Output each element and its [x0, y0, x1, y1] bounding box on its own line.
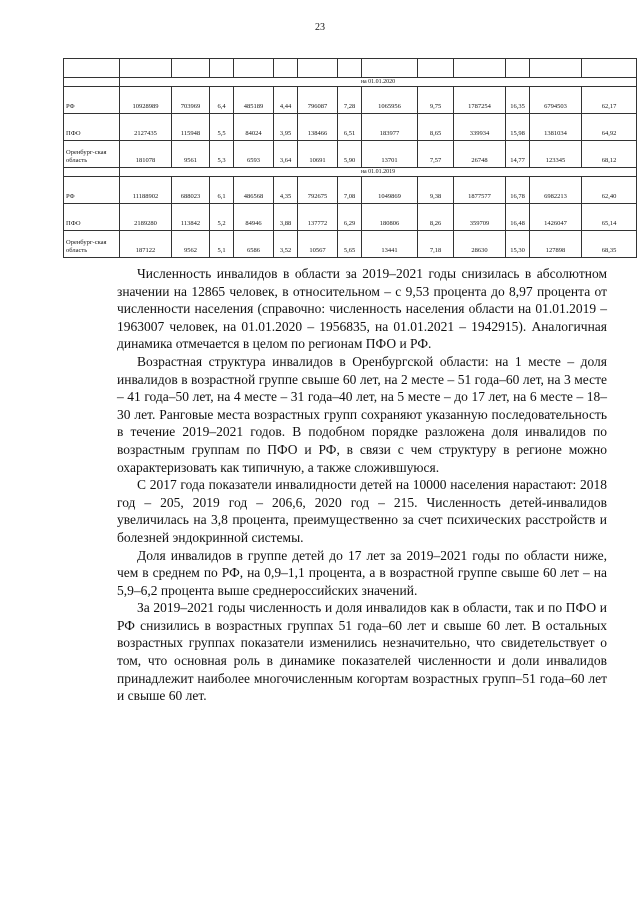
table-cell: 123345 — [530, 141, 582, 168]
table-cell: 1381034 — [530, 114, 582, 141]
region-label: Оренбург-ская область — [64, 141, 120, 168]
paragraph-summary: За 2019–2021 годы численность и доля инвалидов как в области, так и по ПФО и РФ снизились в возрастных группах 51 года–60 лет и свыше 60 лет. В остальных возрастных группах показатели изменились незначительно, что свидетельствует о том, что основная роль в динамике показателей численности и доли инвалидов принадлежит наиболее многочисленным когортам возрастных групп–51 года–60 лет и свыше 60 лет. — [117, 600, 607, 704]
table-cell: 2189280 — [120, 204, 172, 231]
paragraph-population-dynamics: Численность инвалидов в области за 2019–2021 годы снизилась в абсолютном значении на 12865 человек, в относительном – с 9,53 процента до 8,97 процента от численности населения (справочно: численность населения области на 01.01.2019 – 1963007 человек, на 01.01.2020 – 1956835, на 01.01.2021 – 1942915). Аналогичная динамика отмечается в целом по регионам ПФО и РФ. — [117, 266, 607, 352]
table-cell: 64,92 — [582, 114, 637, 141]
table-cell: 9,75 — [418, 87, 454, 114]
table-cell: 10567 — [298, 231, 338, 258]
header-cell — [338, 59, 362, 78]
table-cell: 6593 — [234, 141, 274, 168]
table-cell: 5,90 — [338, 141, 362, 168]
section-date-title: на 01.01.2020 — [120, 78, 637, 87]
table-cell: 26748 — [454, 141, 506, 168]
table-row — [64, 87, 637, 114]
table-cell: 15,98 — [506, 114, 530, 141]
header-cell — [506, 59, 530, 78]
header-cell — [234, 59, 274, 78]
table-cell: 62,17 — [582, 87, 637, 114]
table-cell: 5,5 — [210, 114, 234, 141]
table-cell: 3,95 — [274, 114, 298, 141]
table-row — [64, 141, 637, 168]
table-cell: 4,35 — [274, 177, 298, 204]
table-cell: 138466 — [298, 114, 338, 141]
table-cell: 5,3 — [210, 141, 234, 168]
header-cell — [530, 59, 582, 78]
table-cell: 6794503 — [530, 87, 582, 114]
table-cell: 703969 — [172, 87, 210, 114]
table-cell: 68,12 — [582, 141, 637, 168]
header-cell — [298, 59, 338, 78]
table-cell: 6982213 — [530, 177, 582, 204]
header-cell — [418, 59, 454, 78]
table-cell: 7,57 — [418, 141, 454, 168]
header-cell — [120, 59, 172, 78]
section-date-title: на 01.01.2019 — [120, 168, 637, 177]
table-cell: 14,77 — [506, 141, 530, 168]
table-cell: 180806 — [362, 204, 418, 231]
table-cell: 181078 — [120, 141, 172, 168]
table-cell: 2127435 — [120, 114, 172, 141]
section-label-cell — [64, 78, 120, 87]
table-cell: 9562 — [172, 231, 210, 258]
table-row — [64, 114, 637, 141]
table-cell: 5,65 — [338, 231, 362, 258]
table-cell: 137772 — [298, 204, 338, 231]
table-cell: 183977 — [362, 114, 418, 141]
region-label: РФ — [64, 177, 120, 204]
table-cell: 13701 — [362, 141, 418, 168]
table-cell: 1787254 — [454, 87, 506, 114]
table-cell: 10928989 — [120, 87, 172, 114]
paragraph-age-structure: Возрастная структура инвалидов в Оренбургской области: на 1 месте – доля инвалидов в возрастной группе свыше 60 лет, на 2 месте – 51 года–60 лет, на 3 месте – 41 года–50 лет, на 4 месте – 31 года–40 лет, на 5 месте – до 17 лет, на 6 месте – 18–30 лет. Ранговые места возрастных групп сохраняют указанную последовательность в течение 2019–2021 годов. В подобном порядке разложена доля инвалидов по возрастным группам по ПФО и РФ, в связи с чем структуру в регионе можно охарактеризовать как типичную, а также сложившуюся. — [117, 353, 607, 475]
table-cell: 16,48 — [506, 204, 530, 231]
table-cell: 339934 — [454, 114, 506, 141]
table-cell: 796087 — [298, 87, 338, 114]
table-cell: 3,88 — [274, 204, 298, 231]
page-number: 23 — [315, 22, 325, 33]
table-cell: 3,64 — [274, 141, 298, 168]
table-cell: 62,40 — [582, 177, 637, 204]
table-cell: 6,51 — [338, 114, 362, 141]
header-cell — [582, 59, 637, 78]
header-cell — [274, 59, 298, 78]
table-cell: 7,18 — [418, 231, 454, 258]
body-text — [117, 265, 607, 705]
table-cell: 8,65 — [418, 114, 454, 141]
table-cell: 16,35 — [506, 87, 530, 114]
table-cell: 16,78 — [506, 177, 530, 204]
table-cell: 10691 — [298, 141, 338, 168]
table-section-header — [64, 168, 637, 177]
table-cell: 792675 — [298, 177, 338, 204]
table-cell: 11188902 — [120, 177, 172, 204]
table-cell: 1049869 — [362, 177, 418, 204]
table-cell: 5,1 — [210, 231, 234, 258]
table-cell: 28630 — [454, 231, 506, 258]
table-cell: 1065956 — [362, 87, 418, 114]
table-cell: 1426047 — [530, 204, 582, 231]
region-label: ПФО — [64, 204, 120, 231]
disability-statistics-table — [63, 58, 637, 258]
table-cell: 115948 — [172, 114, 210, 141]
table-cell: 6,4 — [210, 87, 234, 114]
table-cell: 485189 — [234, 87, 274, 114]
table-cell: 113842 — [172, 204, 210, 231]
table-cell: 4,44 — [274, 87, 298, 114]
table-body — [64, 59, 637, 258]
table-cell: 3,52 — [274, 231, 298, 258]
region-label: ПФО — [64, 114, 120, 141]
table-cell: 15,30 — [506, 231, 530, 258]
table-row — [64, 231, 637, 258]
table-cell: 84024 — [234, 114, 274, 141]
table-cell: 13441 — [362, 231, 418, 258]
table-header-row — [64, 59, 637, 78]
table-cell: 9561 — [172, 141, 210, 168]
table-cell: 359709 — [454, 204, 506, 231]
table-cell: 6,1 — [210, 177, 234, 204]
header-cell — [454, 59, 506, 78]
table-cell: 486568 — [234, 177, 274, 204]
header-cell — [172, 59, 210, 78]
table-row — [64, 177, 637, 204]
header-cell — [362, 59, 418, 78]
table-section-header — [64, 78, 637, 87]
table-cell: 688023 — [172, 177, 210, 204]
table-cell: 6,29 — [338, 204, 362, 231]
table-cell: 5,2 — [210, 204, 234, 231]
table-cell: 187122 — [120, 231, 172, 258]
table-cell: 84946 — [234, 204, 274, 231]
table-cell: 8,26 — [418, 204, 454, 231]
table-cell: 9,38 — [418, 177, 454, 204]
table-cell: 7,08 — [338, 177, 362, 204]
header-cell — [64, 59, 120, 78]
table-cell: 6586 — [234, 231, 274, 258]
section-label-cell — [64, 168, 120, 177]
table-cell: 7,28 — [338, 87, 362, 114]
table-cell: 127898 — [530, 231, 582, 258]
table-cell: 65,14 — [582, 204, 637, 231]
table-cell: 1877577 — [454, 177, 506, 204]
paragraph-children-disability: С 2017 года показатели инвалидности детей на 10000 населения нарастают: 2018 год – 205, 2019 год – 206,6, 2020 год – 215. Численность детей-инвалидов увеличилась на 3,8 процента, преимущественно за счет психических расстройств и болезней эндокринной системы. — [117, 477, 607, 545]
paragraph-age-group-share: Доля инвалидов в группе детей до 17 лет за 2019–2021 годы по области ниже, чем в среднем по РФ, на 0,9–1,1 процента, а в возрастной группе свыше 60 лет – на 5,9–6,2 процента выше среднероссийских значений. — [117, 547, 607, 598]
region-label: РФ — [64, 87, 120, 114]
table-row — [64, 204, 637, 231]
region-label: Оренбург-ская область — [64, 231, 120, 258]
header-cell — [210, 59, 234, 78]
table-cell: 68,35 — [582, 231, 637, 258]
